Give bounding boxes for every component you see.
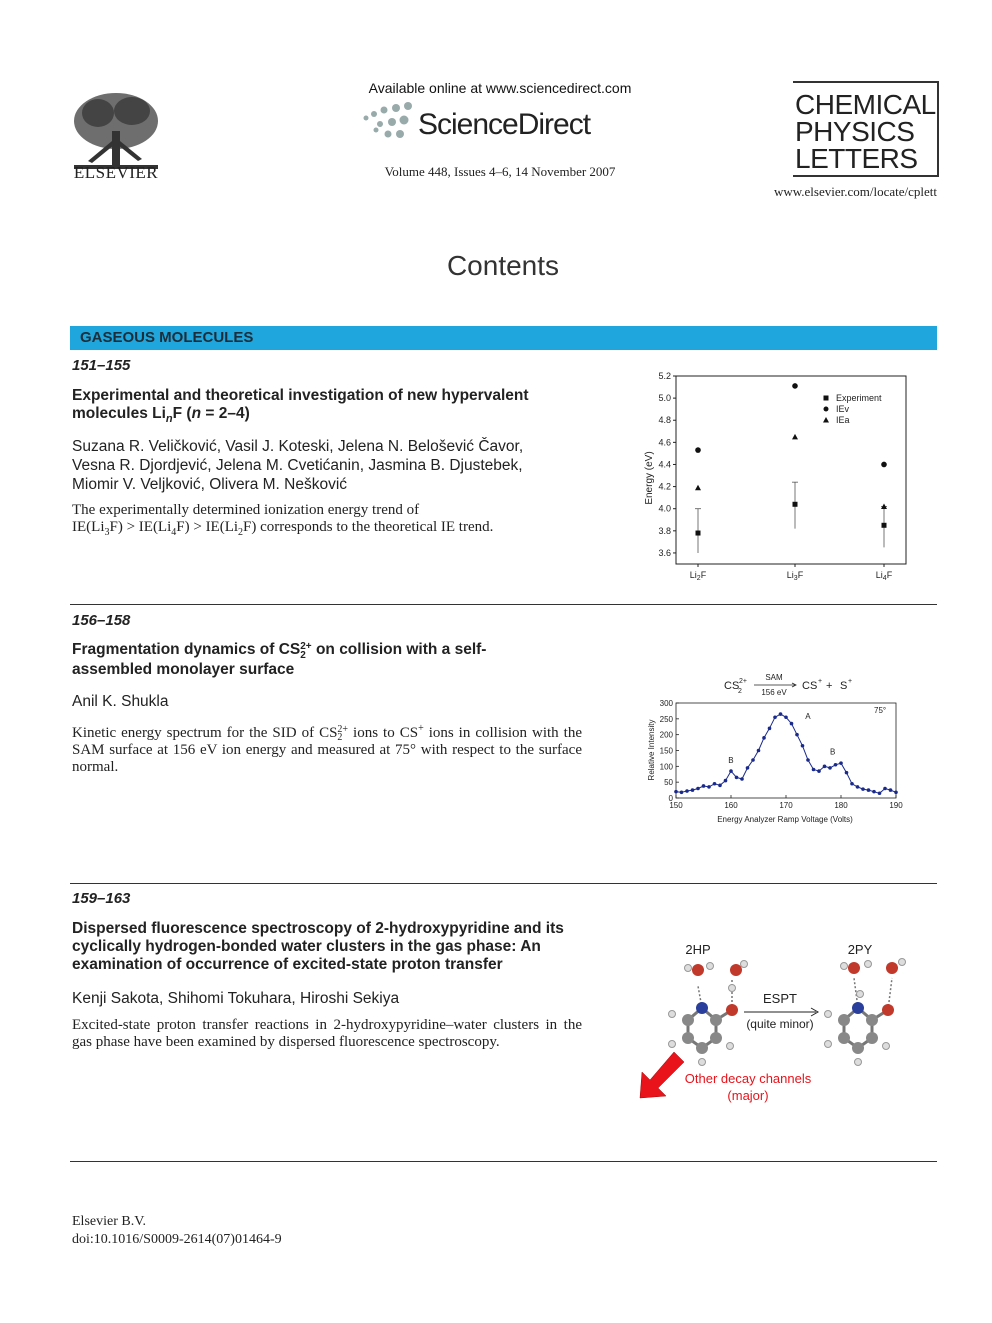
decay-label-line2: (major) [727, 1088, 769, 1103]
x-tick-label: 160 [724, 801, 738, 810]
y-tick-label: 50 [664, 778, 673, 788]
iea-point [695, 485, 701, 491]
article-pages[interactable]: 156–158 [72, 612, 131, 629]
decay-label-line1: Other decay channels [684, 1071, 812, 1086]
volume-issue-line: Volume 448, Issues 4–6, 14 November 2007 [384, 164, 616, 179]
abstract-text: F) > IE(Li [176, 519, 239, 535]
spectrum-point [856, 785, 860, 789]
title-text: molecules Li [72, 405, 166, 422]
abstract-text: ions in collision with the SAM surface at 156 eV ion energy and measured at 75° with respect to the surface normal. [72, 725, 582, 775]
subscript: n [165, 413, 173, 426]
y-tick-label: 5.0 [658, 393, 671, 404]
title-text: n [191, 405, 202, 422]
article-authors [72, 437, 602, 494]
spectrum-point [713, 782, 717, 786]
spectrum-point [735, 776, 739, 780]
peak-b-label: B [728, 756, 734, 766]
spectrum-point [696, 787, 700, 791]
y-tick-label: 200 [659, 730, 673, 740]
title-line: Dispersed fluorescence spectroscopy of 2-hydroxypyridine and its [72, 920, 564, 937]
decay-arrow-icon [640, 1052, 684, 1098]
spectrum-point [828, 766, 832, 770]
espt-molecule-figure [630, 938, 930, 1108]
author-line: Vesna R. Djordjević, Jelena M. Cvetićanin, Jasmina B. Djustebek, [72, 457, 523, 474]
reaction-equation [724, 673, 852, 697]
espt-sublabel: (quite minor) [746, 1017, 814, 1031]
article-abstract: Excited-state proton transfer reactions in 2-hydroxypyridine–water clusters in the gas phase have been examined by dispersed fluorescence spectroscopy. [72, 1017, 582, 1050]
author-line: Suzana R. Veličković, Vasil J. Koteski, Jelena N. Belošević Čavor, [72, 438, 524, 455]
divider [70, 883, 937, 884]
y-tick-label: 4.6 [658, 437, 671, 448]
superscript: 2+ [300, 641, 312, 652]
superscript: 2+ [337, 724, 349, 735]
spectrum-point [861, 787, 865, 791]
abstract-text: F) corresponds to the theoretical IE trend. [243, 519, 494, 535]
chart-ticks [660, 699, 904, 810]
plot-frame [676, 376, 906, 564]
legend-marker [824, 407, 829, 412]
iev-point [792, 383, 798, 389]
peak-b-label: B [830, 747, 836, 757]
spectrum-point [751, 758, 755, 762]
spectrum-point [894, 791, 898, 795]
spectrum-point [834, 763, 838, 767]
reaction-lhs-sub: 2 [738, 688, 742, 695]
y-tick-label: 3.6 [658, 547, 671, 558]
journal-name-line: LETTERS [795, 143, 918, 174]
subscript: 2 [300, 650, 306, 661]
article-title[interactable] [72, 640, 592, 679]
chart-axes [676, 376, 906, 564]
y-tick-label: 0 [668, 794, 673, 803]
chart-y-label: Energy (eV) [644, 451, 655, 505]
article-pages[interactable]: 159–163 [72, 890, 131, 907]
journal-url-link[interactable]: www.elsevier.com/locate/cplett [773, 184, 937, 199]
spectrum-point [702, 784, 706, 788]
chart-y-label: Relative Intensity [647, 719, 656, 781]
label-2hp: 2HP [685, 942, 711, 957]
spectrum-point [812, 768, 816, 772]
spectrum-point [729, 769, 733, 773]
subscript: 4 [171, 527, 177, 538]
espt-label: ESPT [763, 991, 797, 1006]
spectrum-point [883, 787, 887, 791]
journal-name-line: CHEMICAL [795, 89, 936, 120]
spectrum-point [889, 788, 893, 792]
spectrum-point [680, 791, 684, 795]
chart-points [674, 712, 898, 795]
spectrum-point [801, 744, 805, 748]
x-tick-label: 170 [779, 801, 793, 810]
spectrum-point [823, 765, 827, 769]
y-tick-label: 4.4 [658, 459, 671, 470]
x-tick-label: 190 [889, 801, 903, 810]
spectrum-point [724, 779, 728, 783]
article-abstract [72, 720, 582, 776]
title-line: Experimental and theoretical investigation of new hypervalent [72, 387, 529, 404]
abstract-text: IE(Li [72, 519, 105, 535]
legend-marker [823, 417, 829, 423]
spectrum-point [795, 733, 799, 737]
chart-x-categories [690, 564, 893, 582]
article-abstract [72, 502, 582, 541]
abstract-text: Kinetic energy spectrum for the SID of CS [72, 725, 338, 741]
spectrum-point [674, 790, 678, 794]
article-authors: Kenji Sakota, Shihomi Tokuhara, Hiroshi Sekiya [72, 990, 400, 1007]
subscript: 2 [337, 732, 343, 743]
title-text: on collision with a self- [311, 641, 487, 658]
author-line: Miomir V. Veljković, Olivera M. Nešković [72, 476, 348, 493]
available-online-text[interactable]: Available online at www.sciencedirect.com [368, 80, 632, 96]
spectrum-point [746, 766, 750, 770]
article-title[interactable] [72, 920, 592, 974]
reaction-bottom: 156 eV [761, 688, 787, 697]
iev-point [881, 462, 887, 468]
article-title[interactable] [72, 387, 592, 428]
reaction-lhs: CS [724, 680, 740, 692]
spectrum-point [817, 769, 821, 773]
superscript: + [418, 723, 424, 734]
reaction-rhs1: CS [802, 680, 818, 692]
subscript: 3 [104, 527, 110, 538]
spectrum-point [779, 712, 783, 716]
journal-title-box [793, 81, 939, 177]
label-2py: 2PY [847, 942, 873, 957]
x-category-label: $Li_2F$ [689, 570, 707, 582]
y-tick-label: 300 [659, 699, 673, 708]
divider [70, 604, 937, 605]
spectrum-point [685, 789, 689, 793]
x-category-label: $Li_3F$ [786, 570, 804, 582]
footer-publisher: Elsevier B.V. [72, 1214, 147, 1229]
title-text: Fragmentation dynamics of CS [72, 641, 301, 658]
spectrum-point [839, 761, 843, 765]
spectrum-point [845, 771, 849, 775]
x-category-label: $Li_4F$ [875, 570, 893, 582]
spectrum-point [768, 727, 772, 731]
spectrum-point [707, 785, 711, 789]
iev-point [695, 447, 701, 453]
chart-annotations [728, 706, 886, 765]
spectrum-point [762, 736, 766, 740]
title-line: examination of occurrence of excited-state proton transfer [72, 956, 503, 973]
y-tick-label: 3.8 [658, 525, 671, 536]
journal-name-line: PHYSICS [795, 116, 915, 147]
article-pages[interactable]: 151–155 [72, 357, 131, 374]
spectrum-point [691, 788, 695, 792]
sciencedirect-wordmark: ScienceDirect [418, 108, 591, 141]
y-tick-label: 4.2 [658, 481, 671, 492]
ionization-energy-chart [630, 366, 920, 588]
y-tick-label: 100 [659, 762, 673, 772]
spectrum-point [773, 715, 777, 719]
experiment-point [882, 523, 887, 528]
kinetic-energy-spectrum-chart [640, 668, 920, 828]
chart-y-ticks [658, 371, 676, 558]
legend-label: IEa [836, 415, 850, 425]
page-title: Contents [446, 250, 560, 281]
experiment-point [696, 531, 701, 536]
x-tick-label: 150 [669, 801, 683, 810]
publisher-name: ELSEVIER [73, 163, 159, 182]
iea-point [792, 434, 798, 440]
spectrum-point [806, 758, 810, 762]
y-tick-label: 5.2 [658, 371, 671, 381]
title-line: assembled monolayer surface [72, 661, 295, 678]
reaction-rhs1-sup: + [818, 678, 823, 685]
spectrum-point [790, 722, 794, 726]
divider [70, 1161, 937, 1162]
legend-marker [824, 396, 829, 401]
y-tick-label: 4.8 [658, 415, 671, 426]
reaction-rhs2: S [840, 680, 848, 692]
spectrum-point [784, 715, 788, 719]
spectrum-point [757, 749, 761, 753]
spectrum-point [740, 777, 744, 781]
legend-label: IEv [836, 404, 850, 414]
section-title: GASEOUS MOLECULES [80, 329, 254, 346]
chart-legend [823, 393, 882, 425]
y-tick-label: 150 [659, 746, 673, 756]
chart-points [695, 383, 887, 553]
abstract-text: The experimentally determined ionization energy trend of [72, 502, 420, 518]
x-tick-label: 180 [834, 801, 848, 810]
title-text: F ( [172, 405, 192, 422]
title-text: = 2–4) [201, 405, 250, 422]
spectrum-point [872, 790, 876, 794]
atoms-2py [825, 959, 906, 1066]
spectrum-point [878, 791, 882, 795]
title-line: cyclically hydrogen-bonded water clusters in the gas phase: An [72, 938, 541, 955]
spectrum-point [718, 784, 722, 788]
reaction-rhs2-sup: + [848, 678, 853, 685]
subscript: 2 [238, 527, 244, 538]
peak-a-label: A [805, 711, 811, 721]
spectrum-point [867, 788, 871, 792]
reaction-plus: + [826, 680, 833, 692]
legend-label: Experiment [836, 393, 882, 403]
article-authors: Anil K. Shukla [72, 693, 169, 710]
spectrum-point [850, 782, 854, 786]
reaction-top: SAM [765, 673, 783, 682]
abstract-text: F) > IE(Li [109, 519, 172, 535]
angle-label: 75° [874, 706, 887, 716]
y-tick-label: 250 [659, 714, 673, 724]
molecule-2hp [688, 978, 732, 1048]
abstract-text: ions to CS [348, 725, 419, 741]
footer-doi[interactable]: doi:10.1016/S0009-2614(07)01464-9 [72, 1232, 282, 1247]
reaction-lhs-sup: 2+ [739, 678, 747, 685]
experiment-point [793, 502, 798, 507]
y-tick-label: 4.0 [658, 503, 671, 514]
chart-x-label: Energy Analyzer Ramp Voltage (Volts) [717, 815, 853, 824]
